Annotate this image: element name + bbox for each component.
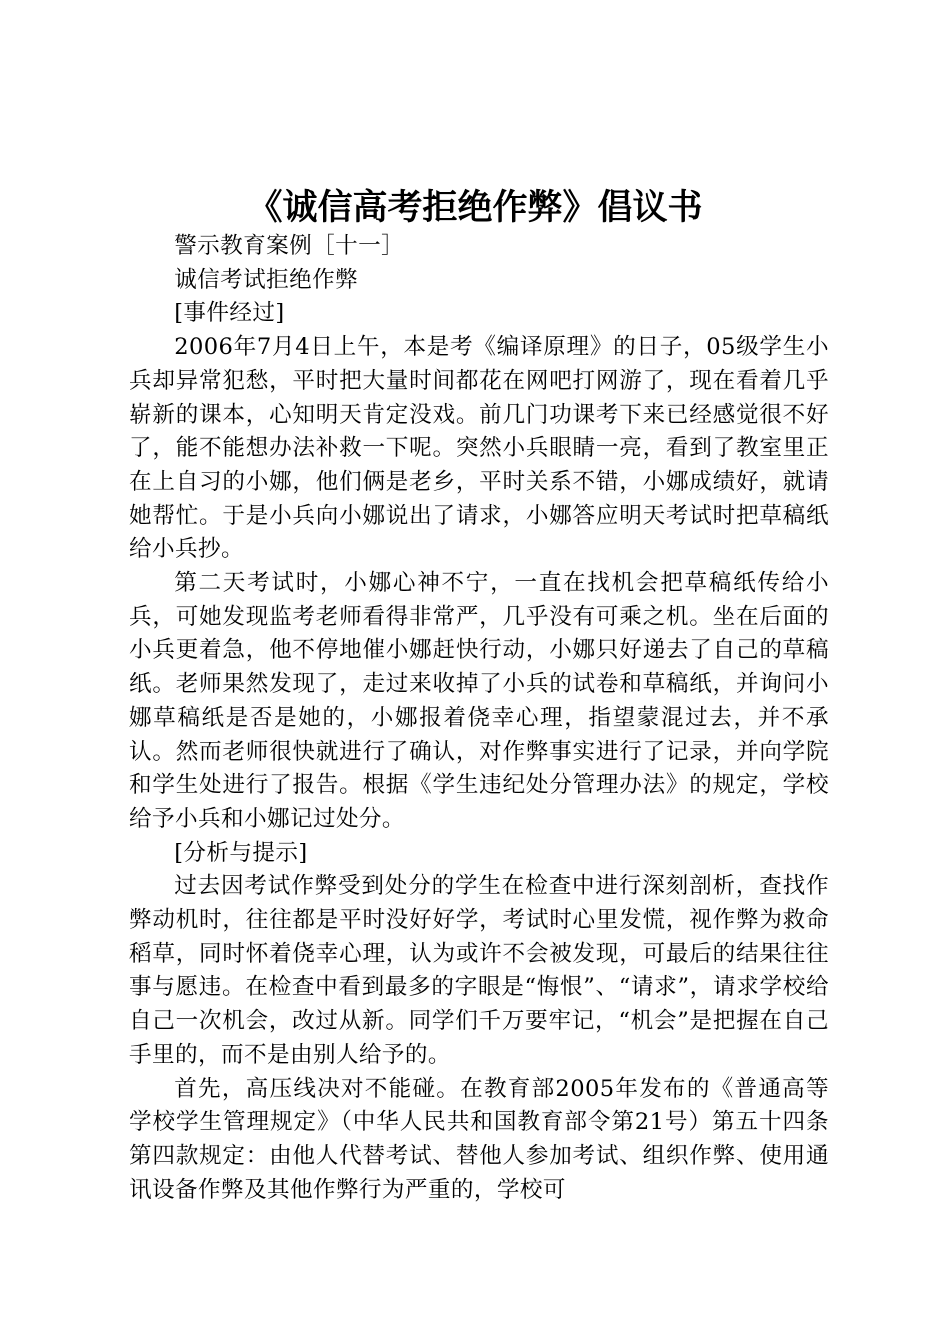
document-title: 《诚信高考拒绝作弊》倡议书 [247,187,703,228]
paragraph-subtitle: 诚信考试拒绝作弊 [174,266,359,293]
paragraph-body: 第二天考试时，小娜心神不宁，一直在找机会把草稿纸传给小兵，可她发现监考老师看得非常严，几乎没有可乘之机。坐在后面的小兵更着急，他不停地催小娜赶快行动，小娜只好递去了自己的草稿纸。老师果然发现了，走过来收掉了小兵的试卷和草稿纸，并询问小娜草稿纸是否是她的，小娜报着侥幸心理，指望蒙混过去，并不承认。然而老师很快就进行了确认，对作弊事实进行了记录，并向学院和学生处进行了报告。根据《学生违纪处分管理办法》的规定，学校给予小兵和小娜记过处分。 [129,570,829,832]
paragraph-body: 首先，高压线决对不能碰。在教育部2005年发布的《普通高等学校学生管理规定》（中华人民共和国教育部令第21号）第五十四条第四款规定：由他人代替考试、替他人参加考试、组织作弊、使用通讯设备作弊及其他作弊行为严重的，学校可 [129,1075,829,1203]
paragraph-body: 2006年7月4日上午，本是考《编译原理》的日子，05级学生小兵却异常犯愁，平时把大量时间都花在网吧打网游了，现在看着几乎崭新的课本，心知明天肯定没戏。前几门功课考下来已经感觉很不好了，能不能想办法补救一下呢。突然小兵眼睛一亮，看到了教室里正在上自习的小娜，他们俩是老乡，平时关系不错，小娜成绩好，就请她帮忙。于是小兵向小娜说出了请求，小娜答应明天考试时把草稿纸给小兵抄。 [129,334,829,563]
paragraph-body: 过去因考试作弊受到处分的学生在检查中进行深刻剖析，查找作弊动机时，往往都是平时没好好学，考试时心里发慌，视作弊为救命稻草，同时怀着侥幸心理，认为或许不会被发现，可最后的结果往往事与愿违。在检查中看到最多的字眼是“悔恨”、“请求”，请求学校给自己一次机会，改过从新。同学们千万要牢记，“机会”是把握在自己手里的，而不是由别人给予的。 [129,873,829,1068]
paragraph-case-label: 警示教育案例［十一］ [174,233,405,259]
paragraph-section-heading-events: [事件经过] [174,300,285,327]
paragraph-section-heading-analysis: [分析与提示] [174,839,308,866]
document-body [129,230,829,1207]
